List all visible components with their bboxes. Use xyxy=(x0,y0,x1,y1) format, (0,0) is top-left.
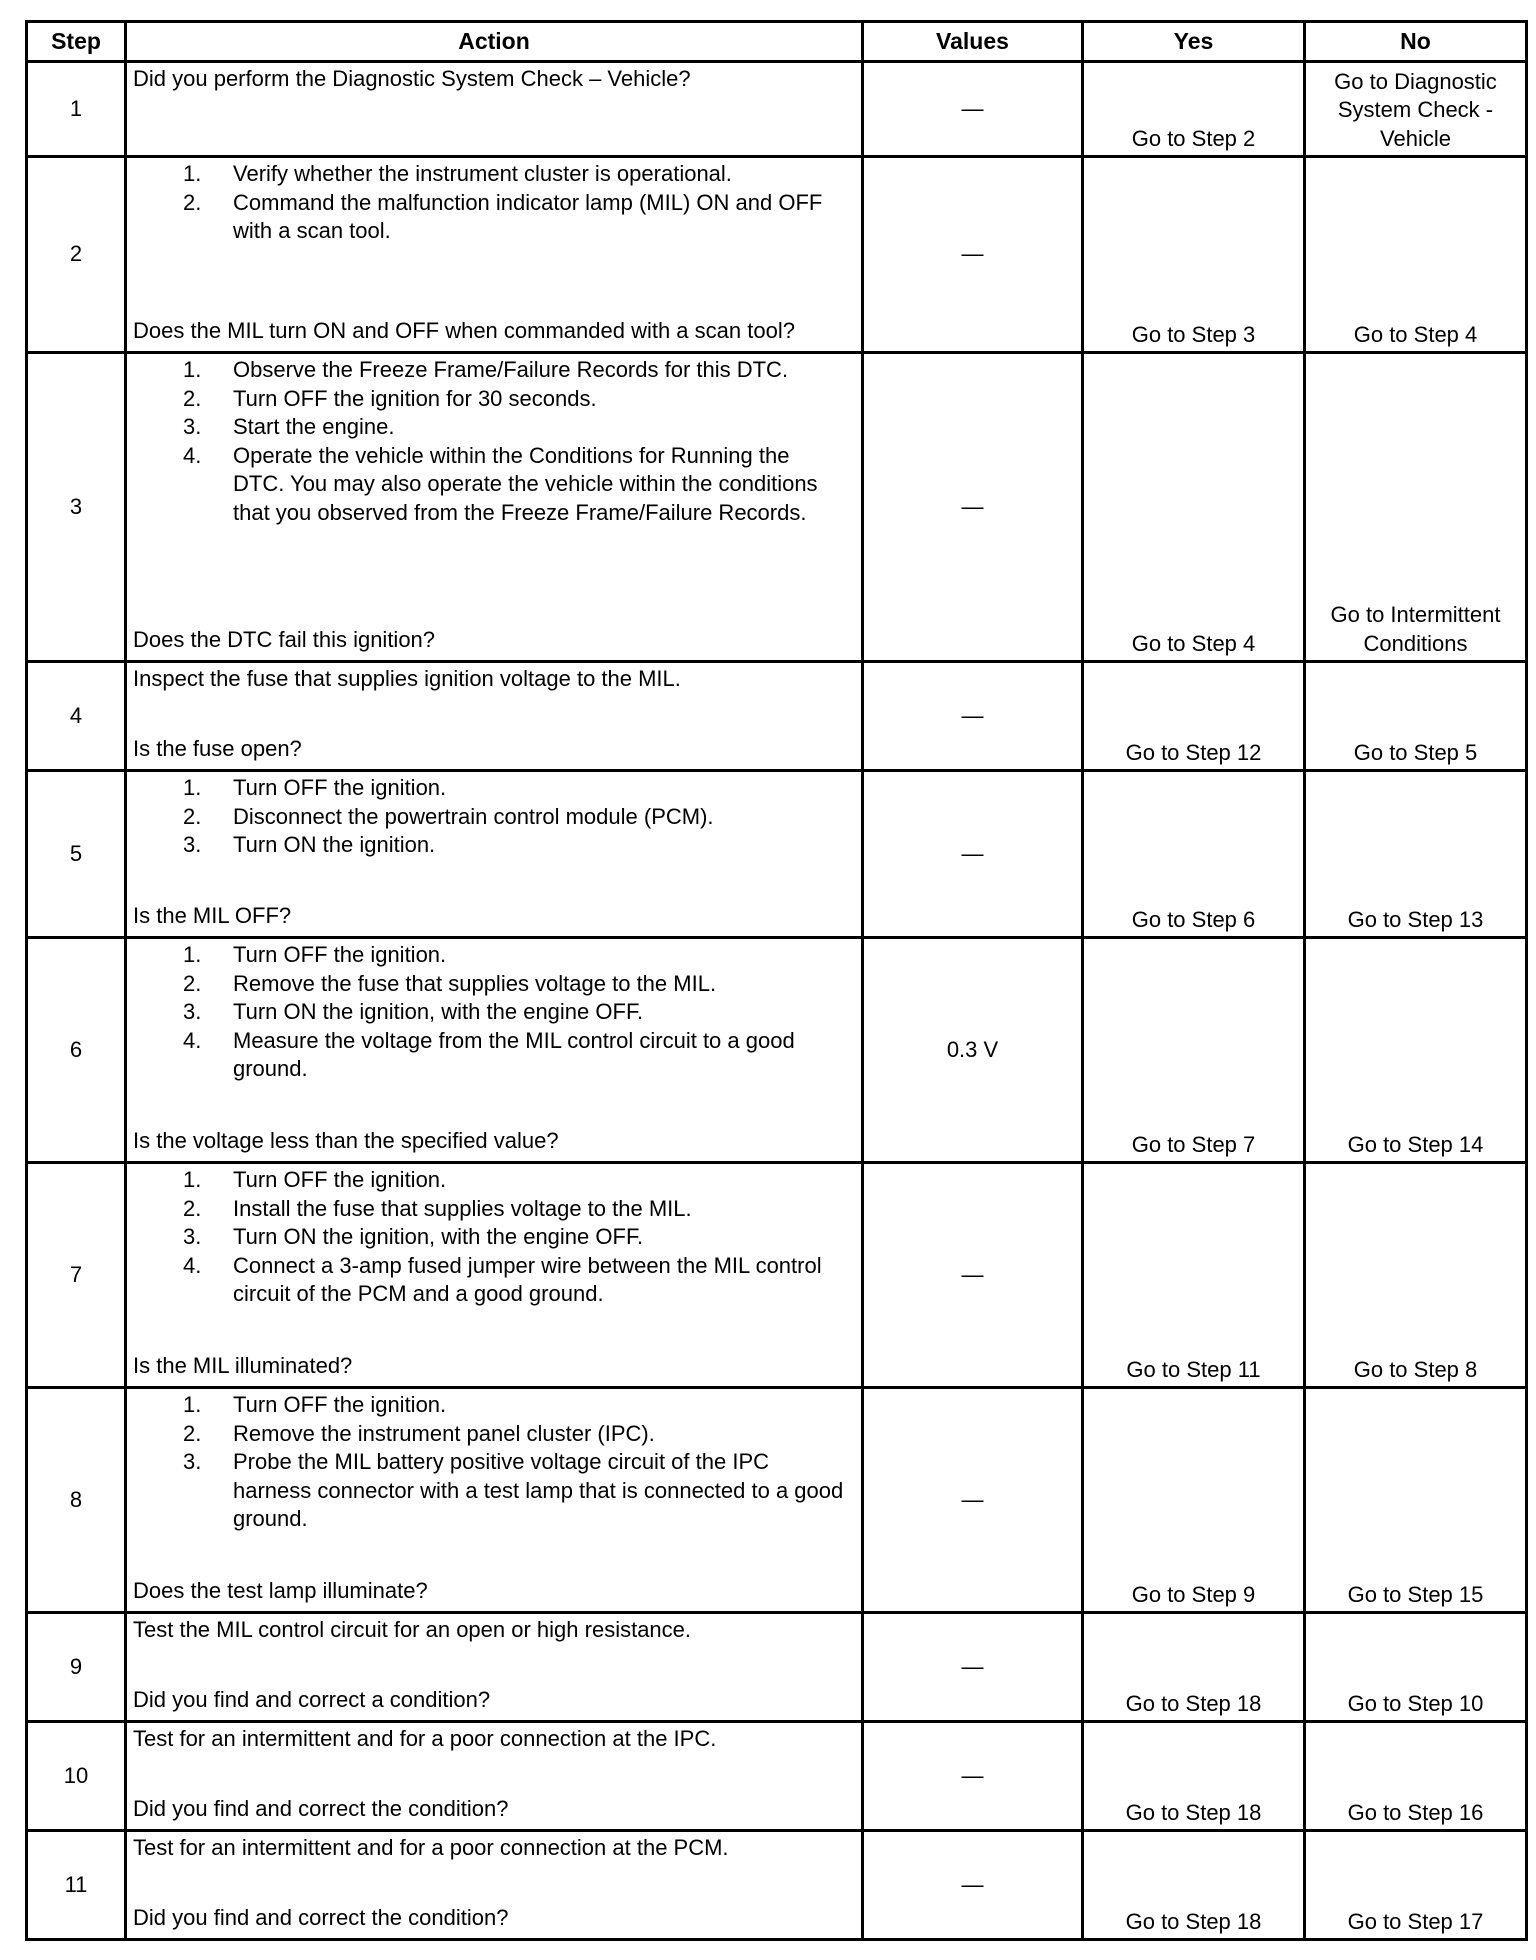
action-step-text: Measure the voltage from the MIL control circuit to a good ground. xyxy=(233,1027,795,1081)
step-number: 9 xyxy=(27,1613,126,1722)
yes-cell: Go to Step 18 xyxy=(1083,1722,1305,1831)
action-step-number: 4. xyxy=(183,1027,202,1053)
value-cell: — xyxy=(863,1722,1083,1831)
step-number: 8 xyxy=(27,1388,126,1613)
no-cell: Go to Step 8 xyxy=(1305,1163,1527,1388)
action-step-text: Disconnect the powertrain control module (PCM). xyxy=(233,803,714,829)
yes-cell: Go to Step 7 xyxy=(1083,938,1305,1163)
action-step-item xyxy=(133,189,845,246)
table-row xyxy=(27,771,1527,938)
table-row xyxy=(27,1722,1527,1831)
action-question: Did you find and correct the condition? xyxy=(133,1795,509,1821)
action-step-item xyxy=(133,970,845,999)
yes-cell: Go to Step 6 xyxy=(1083,771,1305,938)
action-step-item xyxy=(133,1195,845,1224)
header-row xyxy=(27,22,1527,62)
step-number: 11 xyxy=(27,1831,126,1940)
action-step-number: 3. xyxy=(183,832,202,857)
header-no: No xyxy=(1305,22,1527,62)
no-cell: Go to Intermittent Conditions xyxy=(1305,353,1527,662)
action-cell xyxy=(126,157,863,353)
action-instruction: Inspect the fuse that supplies ignition voltage to the MIL. xyxy=(133,666,681,691)
action-step-item xyxy=(133,1027,845,1084)
table-row xyxy=(27,1163,1527,1388)
action-question: Is the fuse open? xyxy=(133,735,302,761)
yes-cell: Go to Step 3 xyxy=(1083,157,1305,353)
no-cell: Go to Step 16 xyxy=(1305,1722,1527,1831)
yes-cell: Go to Step 12 xyxy=(1083,662,1305,771)
action-step-item xyxy=(133,941,845,970)
step-number: 5 xyxy=(27,771,126,938)
value-cell: — xyxy=(863,1613,1083,1722)
header-step: Step xyxy=(27,22,126,62)
action-step-number: 3. xyxy=(183,1449,202,1474)
action-question: Does the test lamp illuminate? xyxy=(133,1577,428,1603)
action-question: Does the MIL turn ON and OFF when commanded with a scan tool? xyxy=(133,317,795,343)
table-row xyxy=(27,1613,1527,1722)
no-cell: Go to Step 13 xyxy=(1305,771,1527,938)
action-step-text: Install the fuse that supplies voltage to the MIL. xyxy=(233,1195,692,1221)
action-step-item xyxy=(133,803,845,832)
action-step-text: Operate the vehicle within the Conditions for Running the DTC. You may also operate the vehicle within the conditions that you observed from the Freeze Frame/Failure Records. xyxy=(233,442,818,525)
action-step-item xyxy=(133,1252,845,1309)
step-number: 7 xyxy=(27,1163,126,1388)
action-cell xyxy=(126,1831,863,1940)
action-step-number: 2. xyxy=(183,803,202,829)
action-step-text: Turn OFF the ignition. xyxy=(233,1167,447,1192)
action-question: Is the MIL illuminated? xyxy=(133,1352,353,1378)
action-step-number: 4. xyxy=(183,442,202,468)
action-step-text: Start the engine. xyxy=(233,414,395,439)
table-row xyxy=(27,1388,1527,1613)
action-step-text: Turn OFF the ignition. xyxy=(233,775,447,800)
action-step-item xyxy=(133,1223,845,1252)
action-step-number: 1. xyxy=(183,1167,202,1192)
action-step-text: Turn ON the ignition. xyxy=(233,832,436,857)
action-step-item xyxy=(133,385,845,414)
action-step-text: Probe the MIL battery positive voltage circuit of the IPC harness connector with a test lamp that is connected to a good ground. xyxy=(233,1449,844,1531)
yes-cell: Go to Step 4 xyxy=(1083,353,1305,662)
action-step-number: 3. xyxy=(183,999,202,1024)
table-row xyxy=(27,62,1527,157)
action-steps-list xyxy=(133,356,855,527)
table-row xyxy=(27,157,1527,353)
value-cell: — xyxy=(863,157,1083,353)
action-cell xyxy=(126,62,863,157)
header-values: Values xyxy=(863,22,1083,62)
action-step-item xyxy=(133,413,845,442)
step-number: 4 xyxy=(27,662,126,771)
action-step-number: 1. xyxy=(183,161,202,186)
header-yes: Yes xyxy=(1083,22,1305,62)
action-step-text: Observe the Freeze Frame/Failure Records for this DTC. xyxy=(233,357,789,382)
action-steps-list xyxy=(133,941,855,1084)
action-step-item xyxy=(133,1391,845,1420)
action-step-number: 1. xyxy=(183,775,202,800)
action-cell xyxy=(126,938,863,1163)
step-number: 6 xyxy=(27,938,126,1163)
table-row xyxy=(27,662,1527,771)
header-action: Action xyxy=(126,22,863,62)
value-cell: — xyxy=(863,662,1083,771)
no-cell: Go to Step 14 xyxy=(1305,938,1527,1163)
action-step-item xyxy=(133,356,845,385)
action-question: Is the voltage less than the specified value? xyxy=(133,1127,559,1153)
action-steps-list xyxy=(133,774,855,860)
value-cell: — xyxy=(863,1163,1083,1388)
table-row xyxy=(27,938,1527,1163)
action-step-number: 1. xyxy=(183,1392,202,1417)
action-step-number: 3. xyxy=(183,1224,202,1249)
action-step-number: 3. xyxy=(183,414,202,439)
action-instruction: Test the MIL control circuit for an open or high resistance. xyxy=(133,1617,692,1642)
table-row xyxy=(27,353,1527,662)
table-row xyxy=(27,1831,1527,1940)
action-step-number: 1. xyxy=(183,942,202,967)
step-number: 3 xyxy=(27,353,126,662)
action-step-number: 2. xyxy=(183,1195,202,1221)
yes-cell: Go to Step 18 xyxy=(1083,1613,1305,1722)
no-cell: Go to Step 4 xyxy=(1305,157,1527,353)
step-number: 1 xyxy=(27,62,126,157)
action-steps-list xyxy=(133,1166,855,1309)
action-steps-list xyxy=(133,160,855,246)
no-cell: Go to Step 5 xyxy=(1305,662,1527,771)
action-step-text: Turn ON the ignition, with the engine OFF. xyxy=(233,999,644,1024)
action-step-item xyxy=(133,442,845,528)
value-cell: 0.3 V xyxy=(863,938,1083,1163)
action-step-item xyxy=(133,1420,845,1449)
yes-cell: Go to Step 2 xyxy=(1083,62,1305,157)
action-step-item xyxy=(133,774,845,803)
no-cell: Go to Diagnostic System Check - Vehicle xyxy=(1305,62,1527,157)
yes-cell: Go to Step 9 xyxy=(1083,1388,1305,1613)
action-cell xyxy=(126,662,863,771)
action-step-item xyxy=(133,1448,845,1534)
action-step-item xyxy=(133,831,845,860)
action-step-number: 1. xyxy=(183,357,202,382)
action-step-text: Verify whether the instrument cluster is operational. xyxy=(233,161,732,186)
action-step-text: Remove the fuse that supplies voltage to the MIL. xyxy=(233,970,717,996)
value-cell: — xyxy=(863,353,1083,662)
action-cell xyxy=(126,353,863,662)
action-cell xyxy=(126,1613,863,1722)
action-step-text: Remove the instrument panel cluster (IPC). xyxy=(233,1420,655,1446)
no-cell: Go to Step 15 xyxy=(1305,1388,1527,1613)
action-question: Did you find and correct the condition? xyxy=(133,1904,509,1930)
action-instruction: Did you perform the Diagnostic System Check – Vehicle? xyxy=(133,66,691,91)
action-steps-list xyxy=(133,1391,855,1534)
no-cell: Go to Step 10 xyxy=(1305,1613,1527,1722)
action-step-text: Turn OFF the ignition for 30 seconds. xyxy=(233,385,597,411)
no-cell: Go to Step 17 xyxy=(1305,1831,1527,1940)
action-step-number: 2. xyxy=(183,1420,202,1446)
action-step-text: Turn ON the ignition, with the engine OFF. xyxy=(233,1224,644,1249)
value-cell: — xyxy=(863,1831,1083,1940)
yes-cell: Go to Step 11 xyxy=(1083,1163,1305,1388)
value-cell: — xyxy=(863,1388,1083,1613)
action-question: Did you find and correct a condition? xyxy=(133,1686,491,1712)
action-instruction: Test for an intermittent and for a poor connection at the PCM. xyxy=(133,1835,729,1860)
step-number: 2 xyxy=(27,157,126,353)
action-step-number: 2. xyxy=(183,970,202,996)
yes-cell: Go to Step 18 xyxy=(1083,1831,1305,1940)
action-step-number: 2. xyxy=(183,385,202,411)
action-step-text: Turn OFF the ignition. xyxy=(233,942,447,967)
action-cell xyxy=(126,1722,863,1831)
action-step-number: 2. xyxy=(183,189,202,215)
value-cell: — xyxy=(863,62,1083,157)
action-step-item xyxy=(133,998,845,1027)
action-step-text: Command the malfunction indicator lamp (MIL) ON and OFF with a scan tool. xyxy=(233,189,823,243)
action-step-number: 4. xyxy=(183,1252,202,1278)
action-question: Is the MIL OFF? xyxy=(133,902,292,928)
action-step-item xyxy=(133,160,845,189)
action-instruction: Test for an intermittent and for a poor connection at the IPC. xyxy=(133,1726,717,1751)
step-number: 10 xyxy=(27,1722,126,1831)
value-cell: — xyxy=(863,771,1083,938)
action-question: Does the DTC fail this ignition? xyxy=(133,626,436,652)
action-step-text: Turn OFF the ignition. xyxy=(233,1392,447,1417)
diagnostic-table xyxy=(25,20,1528,1941)
action-cell xyxy=(126,1388,863,1613)
action-cell xyxy=(126,771,863,938)
action-step-text: Connect a 3-amp fused jumper wire between the MIL control circuit of the PCM and a good ground. xyxy=(233,1252,822,1306)
action-cell xyxy=(126,1163,863,1388)
action-step-item xyxy=(133,1166,845,1195)
